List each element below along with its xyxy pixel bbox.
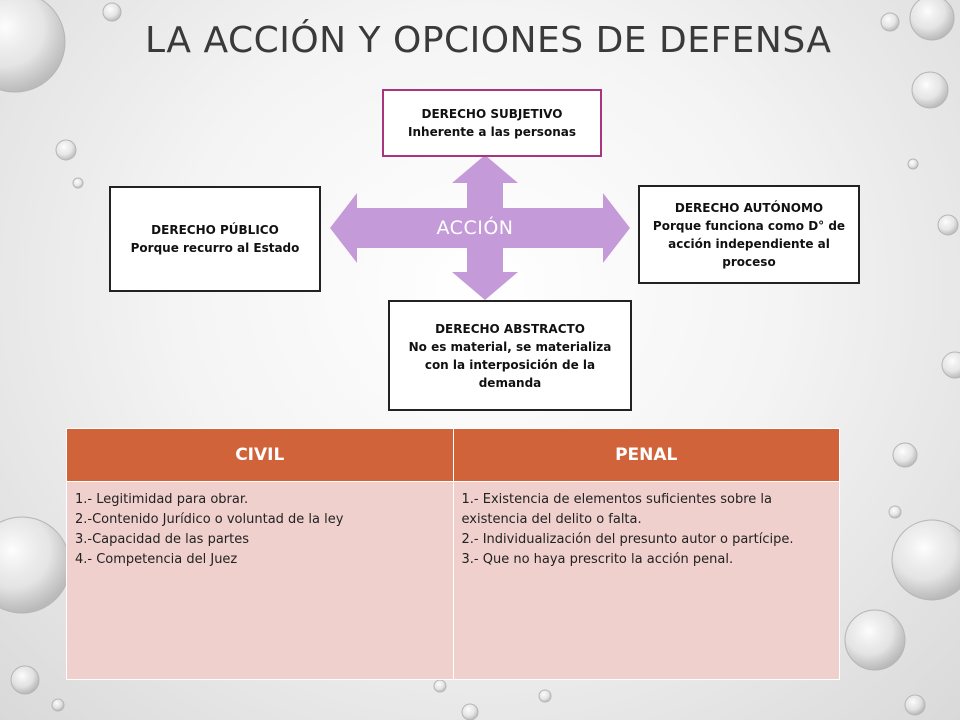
list-item: 2.-Contenido Jurídico o voluntad de la ley [75, 512, 344, 527]
box-text: Porque recurro al Estado [130, 241, 300, 255]
box-heading: DERECHO AUTÓNOMO [674, 200, 824, 215]
derecho-subjetivo-box [382, 89, 602, 157]
box-text: demanda [478, 375, 542, 390]
derecho-autonomo-box [638, 185, 860, 284]
civil-requirements-cell [67, 482, 454, 680]
box-text: proceso [722, 254, 776, 269]
penal-requirements-cell [453, 482, 840, 680]
table-row [67, 482, 840, 680]
action-label: ACCIÓN [436, 217, 514, 239]
box-text: No es material, se materializa [408, 339, 612, 354]
box-text: con la interposición de la [424, 357, 596, 372]
page-title: LA ACCIÓN Y OPCIONES DE DEFENSA [145, 20, 832, 61]
column-header-civil: CIVIL [67, 429, 454, 482]
list-item: 3.- Que no haya prescrito la acción penal. [461, 552, 734, 567]
list-item: 2.- Individualización del presunto autor o partícipe. [461, 532, 794, 547]
list-item: 1.- Existencia de elementos suficientes sobre la [461, 492, 773, 507]
civil-penal-table [66, 428, 840, 680]
list-item: 4.- Competencia del Juez [75, 552, 238, 567]
list-item: 1.- Legitimidad para obrar. [75, 492, 249, 507]
derecho-publico-box [109, 186, 321, 292]
box-text: Porque funciona como D° de [652, 218, 846, 233]
derecho-abstracto-box [388, 300, 632, 411]
list-item: existencia del delito o falta. [461, 512, 642, 527]
box-text: Inherente a las personas [408, 125, 576, 139]
box-heading: DERECHO PÚBLICO [151, 223, 279, 237]
box-text: acción independiente al [668, 236, 830, 251]
table-header-row [67, 429, 840, 482]
box-heading: DERECHO ABSTRACTO [435, 321, 585, 336]
box-heading: DERECHO SUBJETIVO [421, 107, 563, 121]
list-item: 3.-Capacidad de las partes [75, 532, 250, 547]
column-header-penal: PENAL [453, 429, 840, 482]
